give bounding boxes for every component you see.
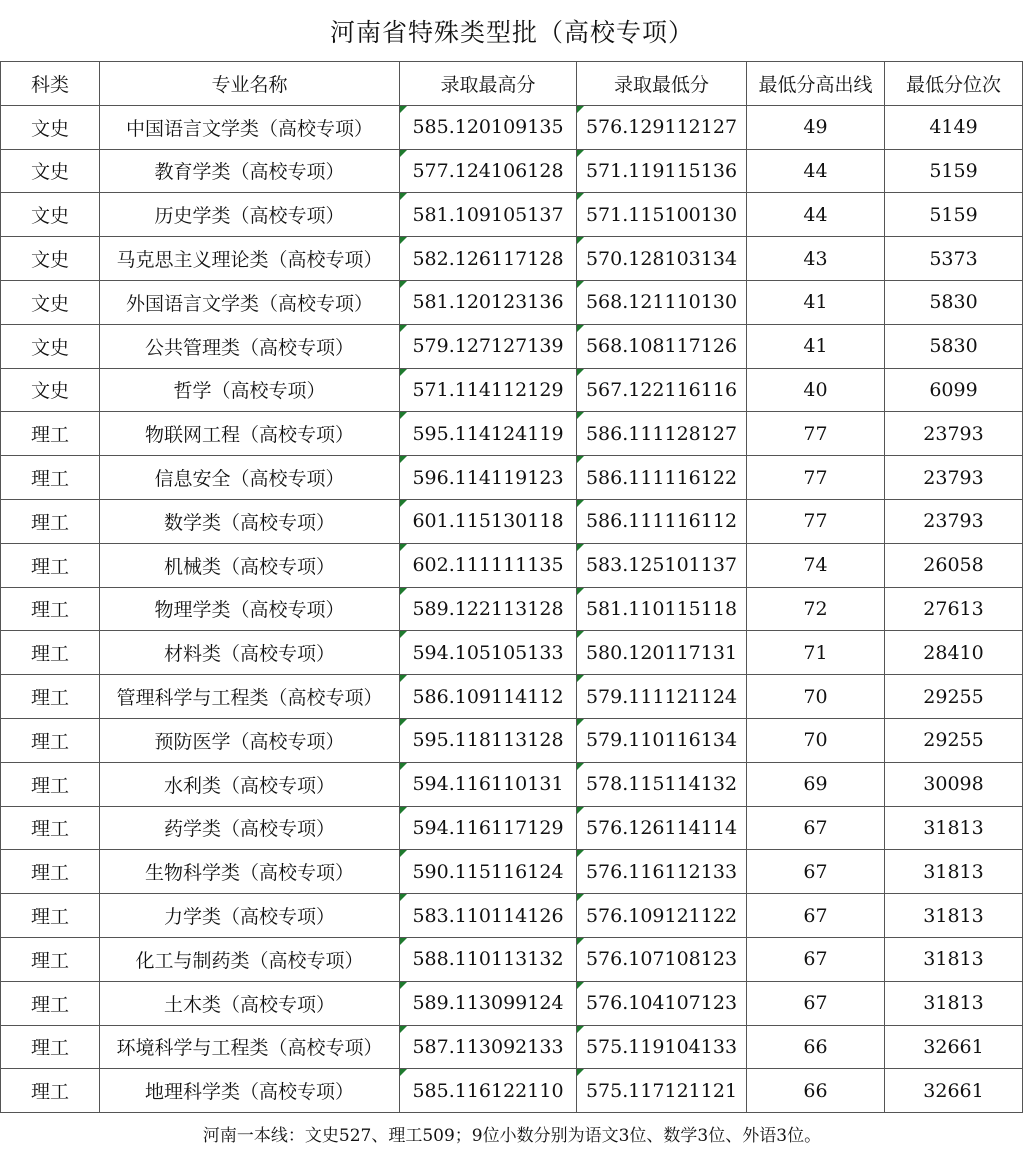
cell-major-name[interactable]: 环境科学与工程类（高校专项） [100, 1025, 400, 1069]
cell-category[interactable]: 文史 [1, 280, 100, 324]
footer-note: 河南一本线：文史527、理工509；9位小数分别为语文3位、数学3位、外语3位。 [202, 1125, 822, 1146]
table-row [1, 587, 1023, 631]
cell-max-score[interactable]: 586.109114112 [400, 675, 577, 719]
cell-category[interactable]: 理工 [1, 937, 100, 981]
table-row [1, 543, 1023, 587]
cell-above-line[interactable]: 69 [747, 762, 885, 806]
cell-max-score[interactable]: 602.111111135 [400, 543, 577, 587]
cell-min-score[interactable]: 576.107108123 [577, 937, 747, 981]
cell-max-score[interactable]: 595.118113128 [400, 718, 577, 762]
cell-above-line[interactable]: 70 [747, 675, 885, 719]
cell-min-score[interactable]: 576.126114114 [577, 806, 747, 850]
cell-min-rank[interactable]: 6099 [885, 368, 1023, 412]
table-row [1, 981, 1023, 1025]
cell-min-score[interactable]: 570.128103134 [577, 237, 747, 281]
cell-min-rank[interactable]: 31813 [885, 806, 1023, 850]
cell-category[interactable]: 理工 [1, 894, 100, 938]
cell-category[interactable]: 理工 [1, 412, 100, 456]
table-header-row [1, 62, 1023, 106]
cell-min-score[interactable]: 567.122116116 [577, 368, 747, 412]
cell-min-score[interactable]: 571.119115136 [577, 149, 747, 193]
cell-min-score[interactable]: 586.111128127 [577, 412, 747, 456]
cell-min-rank[interactable]: 26058 [885, 543, 1023, 587]
cell-major-name[interactable]: 化工与制药类（高校专项） [100, 937, 400, 981]
column-header-min-score[interactable]: 录取最低分 [577, 62, 747, 106]
table-row [1, 850, 1023, 894]
cell-major-name[interactable]: 物联网工程（高校专项） [100, 412, 400, 456]
cell-max-score[interactable]: 589.113099124 [400, 981, 577, 1025]
cell-major-name[interactable]: 数学类（高校专项） [100, 499, 400, 543]
cell-min-rank[interactable]: 5373 [885, 237, 1023, 281]
cell-min-rank[interactable]: 23793 [885, 412, 1023, 456]
cell-category[interactable]: 理工 [1, 718, 100, 762]
cell-min-score[interactable]: 578.115114132 [577, 762, 747, 806]
cell-max-score[interactable]: 585.116122110 [400, 1069, 577, 1113]
cell-category[interactable]: 理工 [1, 456, 100, 500]
cell-major-name[interactable]: 土木类（高校专项） [100, 981, 400, 1025]
sheet-title: 河南省特殊类型批（高校专项） [329, 17, 694, 47]
cell-min-rank[interactable]: 5830 [885, 280, 1023, 324]
column-header-max-score[interactable]: 录取最高分 [400, 62, 577, 106]
cell-category[interactable]: 理工 [1, 631, 100, 675]
cell-max-score[interactable]: 594.105105133 [400, 631, 577, 675]
cell-max-score[interactable]: 595.114124119 [400, 412, 577, 456]
cell-max-score[interactable]: 587.113092133 [400, 1025, 577, 1069]
cell-max-score[interactable]: 579.127127139 [400, 324, 577, 368]
cell-category[interactable]: 理工 [1, 806, 100, 850]
cell-major-name[interactable]: 地理科学类（高校专项） [100, 1069, 400, 1113]
cell-category[interactable]: 文史 [1, 193, 100, 237]
cell-category[interactable]: 理工 [1, 675, 100, 719]
table-row [1, 631, 1023, 675]
cell-min-score[interactable]: 576.116112133 [577, 850, 747, 894]
cell-min-rank[interactable]: 31813 [885, 937, 1023, 981]
cell-min-rank[interactable]: 29255 [885, 718, 1023, 762]
cell-min-score[interactable]: 568.121110130 [577, 280, 747, 324]
cell-max-score[interactable]: 571.114112129 [400, 368, 577, 412]
cell-max-score[interactable]: 585.120109135 [400, 105, 577, 149]
cell-major-name[interactable]: 机械类（高校专项） [100, 543, 400, 587]
table-row [1, 368, 1023, 412]
cell-min-score[interactable]: 586.111116112 [577, 499, 747, 543]
cell-max-score[interactable]: 583.110114126 [400, 894, 577, 938]
cell-category[interactable]: 文史 [1, 324, 100, 368]
table-row [1, 324, 1023, 368]
cell-min-score[interactable]: 576.129112127 [577, 105, 747, 149]
cell-above-line[interactable]: 70 [747, 718, 885, 762]
cell-above-line[interactable]: 77 [747, 499, 885, 543]
cell-above-line[interactable]: 49 [747, 105, 885, 149]
cell-max-score[interactable]: 581.109105137 [400, 193, 577, 237]
table-row [1, 412, 1023, 456]
cell-max-score[interactable]: 581.120123136 [400, 280, 577, 324]
cell-category[interactable]: 文史 [1, 237, 100, 281]
cell-min-rank[interactable]: 4149 [885, 105, 1023, 149]
cell-category[interactable]: 文史 [1, 368, 100, 412]
cell-above-line[interactable]: 67 [747, 850, 885, 894]
cell-min-score[interactable]: 575.119104133 [577, 1025, 747, 1069]
cell-major-name[interactable]: 外国语言文学类（高校专项） [100, 280, 400, 324]
cell-min-rank[interactable]: 31813 [885, 850, 1023, 894]
cell-above-line[interactable]: 71 [747, 631, 885, 675]
table-row [1, 105, 1023, 149]
cell-min-rank[interactable]: 5159 [885, 149, 1023, 193]
cell-min-score[interactable]: 579.111121124 [577, 675, 747, 719]
cell-above-line[interactable]: 41 [747, 280, 885, 324]
table-body [1, 105, 1023, 1112]
cell-category[interactable]: 理工 [1, 762, 100, 806]
cell-max-score[interactable]: 601.115130118 [400, 499, 577, 543]
cell-above-line[interactable]: 66 [747, 1025, 885, 1069]
cell-category[interactable]: 理工 [1, 850, 100, 894]
cell-major-name[interactable]: 马克思主义理论类（高校专项） [100, 237, 400, 281]
cell-above-line[interactable]: 44 [747, 193, 885, 237]
cell-min-score[interactable]: 568.108117126 [577, 324, 747, 368]
column-header-major-name[interactable]: 专业名称 [100, 62, 400, 106]
cell-major-name[interactable]: 力学类（高校专项） [100, 894, 400, 938]
cell-category[interactable]: 理工 [1, 543, 100, 587]
table-row [1, 193, 1023, 237]
cell-min-score[interactable]: 579.110116134 [577, 718, 747, 762]
table-row [1, 456, 1023, 500]
cell-major-name[interactable]: 哲学（高校专项） [100, 368, 400, 412]
cell-max-score[interactable]: 590.115116124 [400, 850, 577, 894]
cell-above-line[interactable]: 43 [747, 237, 885, 281]
cell-major-name[interactable]: 中国语言文学类（高校专项） [100, 105, 400, 149]
column-header-category[interactable]: 科类 [1, 62, 100, 106]
cell-major-name[interactable]: 水利类（高校专项） [100, 762, 400, 806]
cell-above-line[interactable]: 41 [747, 324, 885, 368]
cell-min-rank[interactable]: 5830 [885, 324, 1023, 368]
table-row [1, 675, 1023, 719]
column-header-above-line[interactable]: 最低分高出线 [747, 62, 885, 106]
cell-min-score[interactable]: 576.109121122 [577, 894, 747, 938]
cell-major-name[interactable]: 管理科学与工程类（高校专项） [100, 675, 400, 719]
table-row [1, 1069, 1023, 1113]
cell-min-rank[interactable]: 31813 [885, 981, 1023, 1025]
cell-above-line[interactable]: 67 [747, 937, 885, 981]
cell-max-score[interactable]: 594.116117129 [400, 806, 577, 850]
table-row [1, 894, 1023, 938]
cell-min-rank[interactable]: 30098 [885, 762, 1023, 806]
cell-min-rank[interactable]: 5159 [885, 193, 1023, 237]
cell-major-name[interactable]: 物理学类（高校专项） [100, 587, 400, 631]
cell-max-score[interactable]: 596.114119123 [400, 456, 577, 500]
cell-category[interactable]: 理工 [1, 981, 100, 1025]
cell-above-line[interactable]: 67 [747, 981, 885, 1025]
cell-above-line[interactable]: 66 [747, 1069, 885, 1113]
cell-min-score[interactable]: 576.104107123 [577, 981, 747, 1025]
cell-above-line[interactable]: 77 [747, 456, 885, 500]
cell-max-score[interactable]: 577.124106128 [400, 149, 577, 193]
table-row [1, 937, 1023, 981]
table-row [1, 280, 1023, 324]
cell-min-score[interactable]: 575.117121121 [577, 1069, 747, 1113]
cell-category[interactable]: 文史 [1, 149, 100, 193]
cell-max-score[interactable]: 588.110113132 [400, 937, 577, 981]
cell-min-score[interactable]: 586.111116122 [577, 456, 747, 500]
cell-min-rank[interactable]: 27613 [885, 587, 1023, 631]
cell-above-line[interactable]: 67 [747, 894, 885, 938]
cell-major-name[interactable]: 药学类（高校专项） [100, 806, 400, 850]
cell-above-line[interactable]: 72 [747, 587, 885, 631]
cell-major-name[interactable]: 公共管理类（高校专项） [100, 324, 400, 368]
admission-score-table [0, 61, 1023, 1113]
cell-major-name[interactable]: 生物科学类（高校专项） [100, 850, 400, 894]
cell-max-score[interactable]: 589.122113128 [400, 587, 577, 631]
cell-above-line[interactable]: 44 [747, 149, 885, 193]
cell-category[interactable]: 理工 [1, 1069, 100, 1113]
cell-major-name[interactable]: 教育学类（高校专项） [100, 149, 400, 193]
table-row [1, 718, 1023, 762]
cell-major-name[interactable]: 预防医学（高校专项） [100, 718, 400, 762]
cell-min-rank[interactable]: 31813 [885, 894, 1023, 938]
table-row [1, 806, 1023, 850]
cell-min-score[interactable]: 571.115100130 [577, 193, 747, 237]
cell-min-score[interactable]: 580.120117131 [577, 631, 747, 675]
cell-min-rank[interactable]: 29255 [885, 675, 1023, 719]
table-row [1, 149, 1023, 193]
cell-min-rank[interactable]: 32661 [885, 1025, 1023, 1069]
cell-min-rank[interactable]: 23793 [885, 499, 1023, 543]
cell-major-name[interactable]: 历史学类（高校专项） [100, 193, 400, 237]
cell-min-rank[interactable]: 32661 [885, 1069, 1023, 1113]
table-row [1, 762, 1023, 806]
cell-above-line[interactable]: 77 [747, 412, 885, 456]
cell-category[interactable]: 理工 [1, 587, 100, 631]
cell-min-rank[interactable]: 23793 [885, 456, 1023, 500]
cell-above-line[interactable]: 74 [747, 543, 885, 587]
cell-above-line[interactable]: 40 [747, 368, 885, 412]
cell-major-name[interactable]: 材料类（高校专项） [100, 631, 400, 675]
cell-min-score[interactable]: 583.125101137 [577, 543, 747, 587]
table-row [1, 1025, 1023, 1069]
column-header-min-rank[interactable]: 最低分位次 [885, 62, 1023, 106]
table-row [1, 237, 1023, 281]
cell-category[interactable]: 理工 [1, 499, 100, 543]
cell-min-score[interactable]: 581.110115118 [577, 587, 747, 631]
cell-category[interactable]: 理工 [1, 1025, 100, 1069]
cell-max-score[interactable]: 594.116110131 [400, 762, 577, 806]
cell-above-line[interactable]: 67 [747, 806, 885, 850]
cell-max-score[interactable]: 582.126117128 [400, 237, 577, 281]
cell-min-rank[interactable]: 28410 [885, 631, 1023, 675]
cell-major-name[interactable]: 信息安全（高校专项） [100, 456, 400, 500]
cell-category[interactable]: 文史 [1, 105, 100, 149]
table-row [1, 499, 1023, 543]
